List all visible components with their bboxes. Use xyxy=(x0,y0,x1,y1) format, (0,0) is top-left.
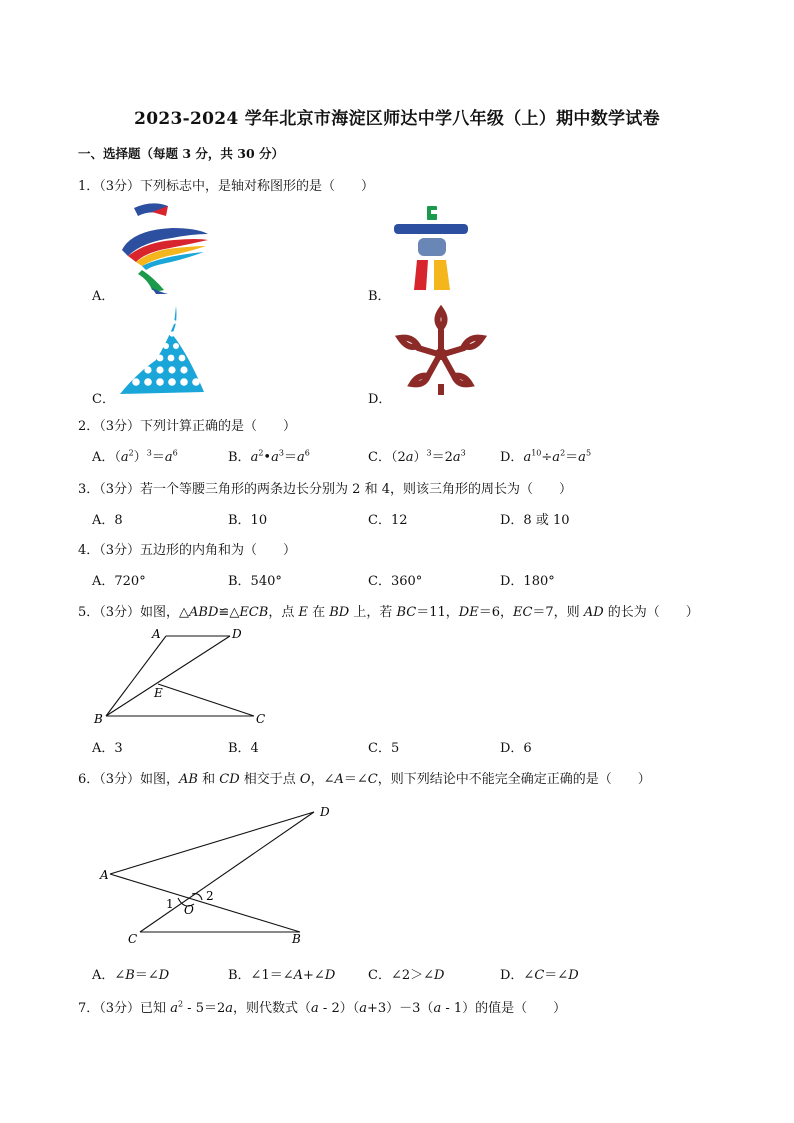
q5-option-b: B．4 xyxy=(228,741,259,756)
logo-b-inukshuk xyxy=(390,200,470,294)
segment-bd xyxy=(106,636,230,716)
logo-a-tail-green xyxy=(138,270,164,291)
logo-c-dot-triangle xyxy=(116,304,208,396)
q4-option-a: A．720° xyxy=(92,574,146,589)
label-a: A xyxy=(152,627,161,641)
q6-option-c: C．∠2＞∠D xyxy=(368,968,445,983)
label-b: B xyxy=(94,712,103,726)
question-5-stem: 5．（3分）如图，△ABD≌△ECB，点 E 在 BD 上，若 BC＝11，DE＝6，EC＝7，则 AD 的长为（ ） xyxy=(78,605,699,620)
label-a: A xyxy=(100,868,109,882)
q3-option-a: A．8 xyxy=(92,513,123,528)
segment-ad xyxy=(110,812,314,874)
logo-b-body xyxy=(418,238,446,256)
label-b: B xyxy=(292,932,301,946)
q4-option-c: C．360° xyxy=(368,574,423,589)
question-1-stem: 1．（3分）下列标志中，是轴对称图形的是（ ） xyxy=(78,179,375,194)
q5-option-a: A．3 xyxy=(92,741,123,756)
label-angle-1: 1 xyxy=(166,897,174,911)
q2-option-d: D．$a^{10}\div a^2=a^5$ xyxy=(500,448,592,465)
question-3-stem: 3．（3分）若一个等腰三角形的两条边长分别为 2 和 4，则该三角形的周长为（ ） xyxy=(78,482,572,497)
label-angle-2: 2 xyxy=(206,889,214,903)
q2-option-c: C．$(2a)^3=2a^3$ xyxy=(368,448,466,465)
q5-option-d: D．6 xyxy=(500,741,532,756)
section-heading: 一、选择题（每题 3 分，共 30 分） xyxy=(78,146,285,161)
q4-option-d: D．180° xyxy=(500,574,555,589)
segment-cd xyxy=(140,812,314,932)
q1-option-d-label: D． xyxy=(368,392,392,407)
label-o: O xyxy=(184,903,194,917)
logo-a-ribbon xyxy=(112,200,212,296)
segment-ec xyxy=(158,684,254,716)
question-7-stem: 7．（3分）已知 $a^2 - 5=2a$，则代数式（a - 2）（a+3）－3（a - 1）的值是（ ） xyxy=(78,999,567,1016)
q6-option-d: D．∠C＝∠D xyxy=(500,968,579,983)
q2-option-b: B．$a^2•a^3=a^6$ xyxy=(228,448,310,465)
q5-triangle-figure xyxy=(90,624,280,730)
logo-b-left-leg xyxy=(414,260,428,290)
q1-option-c-label: C． xyxy=(92,392,115,407)
label-c: C xyxy=(128,932,138,946)
q1-option-a-label: A． xyxy=(92,289,115,304)
question-6-stem: 6．（3分）如图，AB 和 CD 相交于点 O，∠A＝∠C，则下列结论中不能完全确定正确的是（ ） xyxy=(78,772,651,787)
label-d: D xyxy=(320,805,330,819)
page-title: 2023-2024 学年北京市海淀区师达中学八年级（上）期中数学试卷 xyxy=(134,109,660,129)
q6-option-b: B．∠1＝∠A+∠D xyxy=(228,968,336,983)
question-2-stem: 2．（3分）下列计算正确的是（ ） xyxy=(78,419,297,434)
logo-b-arms xyxy=(394,224,468,234)
q4-option-b: B．540° xyxy=(228,574,282,589)
q6-intersecting-lines-figure xyxy=(92,800,342,950)
q2-option-a: A．$(a^2)^3=a^6$ xyxy=(92,448,178,465)
question-4-stem: 4．（3分）五边形的内角和为（ ） xyxy=(78,543,297,558)
q3-option-b: B．10 xyxy=(228,513,268,528)
logo-d-shape xyxy=(400,310,482,384)
logo-d-pentagon-pattern xyxy=(394,304,488,396)
logo-b-right-leg xyxy=(434,260,450,290)
label-d: D xyxy=(232,627,242,641)
q5-option-c: C．5 xyxy=(368,741,400,756)
q3-option-c: C．12 xyxy=(368,513,408,528)
label-c: C xyxy=(256,712,266,726)
q1-option-b-label: B． xyxy=(368,289,391,304)
q6-option-a: A．∠B＝∠D xyxy=(92,968,170,983)
label-e: E xyxy=(154,686,163,700)
q3-option-d: D．8 或 10 xyxy=(500,513,570,528)
segment-ab xyxy=(106,636,166,716)
segment-ab xyxy=(110,874,300,932)
